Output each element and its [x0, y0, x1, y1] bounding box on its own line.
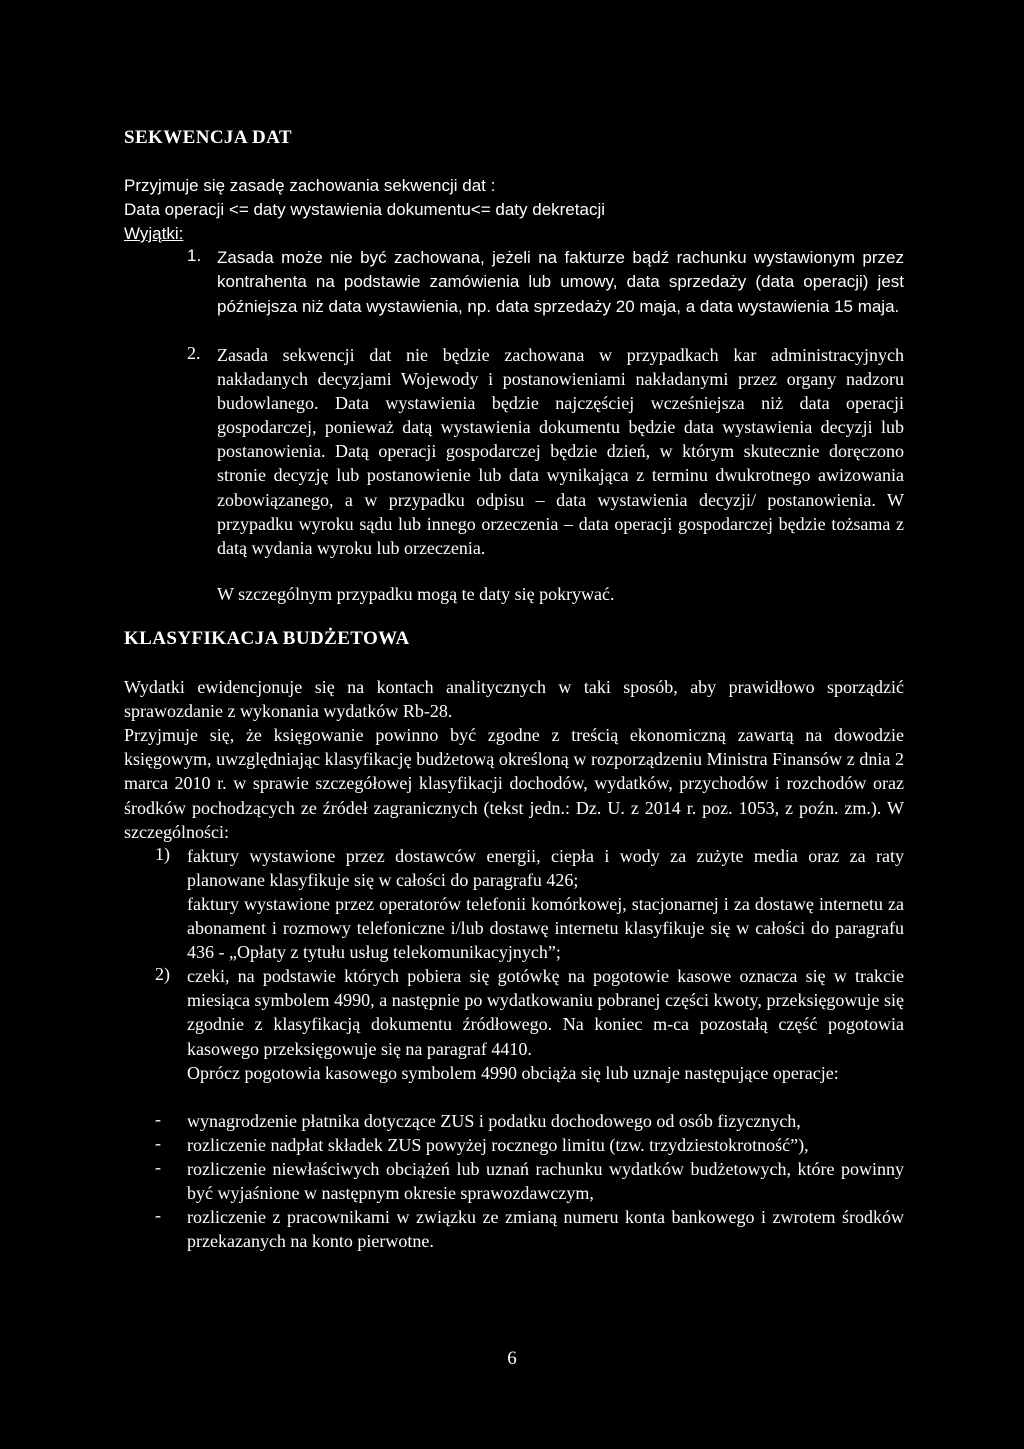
intro-line-2: Data operacji <= daty wystawienia dokumentu<= daty dekretacji: [124, 200, 605, 219]
list-text-1b: faktury wystawione przez operatorów telefonii komórkowej, stacjonarnej i za dostawę internetu za abonament i rozmowy telefoniczne i/lub dostawę internetu klasyfikuje się w całości do paragrafu 436 - „Opłaty z tytułu usług telekomunikacyjnych”;: [187, 894, 904, 963]
exception-marker-2: 2.: [187, 343, 201, 363]
section-heading-sekwencja: SEKWENCJA DAT: [124, 127, 292, 148]
section-heading-klasyfikacja: KLASYFIKACJA BUDŻETOWA: [124, 628, 410, 649]
exceptions-label: Wyjątki:: [124, 224, 184, 243]
bullet-marker: -: [155, 1109, 161, 1129]
exception-text-2: Zasada sekwencji dat nie będzie zachowana w przypadkach kar administracyjnych nakładanych decyzjami Wojewody i postanowieniami nakładanymi przez organy nadzoru budowlanego. Data wystawienia będzie najczęściej wcześniejsza niż data operacji gospodarczej, ponieważ datą wystawienia dokumentu będzie data wystawienia decyzji lub postanowienia. Datą operacji gospodarczej będzie dzień, w którym skutecznie doręczono stronie decyzję lub postanowienie lub data wynikająca z terminu dwukrotnego awizowania zobowiązanego, a w przypadku odpisu – data wystawienia decyzji/ postanowienia. W przypadku wyroku sądu lub innego orzeczenia – data operacji gospodarczej będzie tożsama z datą wydania wyroku lub orzeczenia.: [217, 345, 904, 558]
bullet-marker: -: [155, 1133, 161, 1153]
exception-marker-1: 1.: [187, 246, 202, 265]
bullet-marker: -: [155, 1157, 161, 1177]
bullet-text: rozliczenie nadpłat składek ZUS powyżej rocznego limitu (tzw. trzydziestokrotność”),: [187, 1135, 809, 1155]
exception-note: W szczególnym przypadku mogą te daty się pokrywać.: [217, 584, 615, 604]
bullet-marker: -: [155, 1205, 161, 1225]
list-text-1: faktury wystawione przez dostawców energii, ciepła i wody za zużyte media oraz za raty planowane klasyfikuje się w całości do paragrafu 426;: [187, 846, 904, 891]
list-text-2b: Oprócz pogotowia kasowego symbolem 4990 obciąża się lub uznaje następujące operacje:: [187, 1063, 839, 1083]
list-marker-1: 1): [155, 844, 170, 864]
list-text-2: czeki, na podstawie których pobiera się gotówkę na pogotowie kasowe oznacza się w trakcie miesiąca symbolem 4990, a następnie po wydatkowaniu pobranej części kwoty, przeksięgowuje się zgodnie z klasyfikacją dokumentu źródłowego. Na koniec m-ca pozostałą część pogotowia kasowego przeksięgowuje się na paragraf 4410.: [187, 966, 904, 1059]
exception-text-1: Zasada może nie być zachowana, jeżeli na fakturze bądź rachunku wystawionym przez kontrahenta na podstawie zamówienia lub umowy, data sprzedaży (data operacji) jest późniejsza niż data wystawienia, np. data sprzedaży 20 maja, a data wystawienia 15 maja.: [217, 248, 904, 316]
bullet-text: rozliczenie niewłaściwych obciążeń lub uznań rachunku wydatków budżetowych, które powinny być wyjaśnione w następnym okresie sprawozdawczym,: [187, 1159, 904, 1204]
intro-line-1: Przyjmuje się zasadę zachowania sekwencji dat :: [124, 176, 496, 195]
bullet-text: rozliczenie z pracownikami w związku ze zmianą numeru konta bankowego i zwrotem środków przekazanych na konto pierwotne.: [187, 1207, 904, 1252]
list-marker-2: 2): [155, 964, 170, 984]
page-number: 6: [507, 1348, 517, 1369]
paragraph-1: Wydatki ewidencjonuje się na kontach analitycznych w taki sposób, aby prawidłowo sporządzić sprawozdanie z wykonania wydatków Rb-28.: [124, 677, 904, 722]
paragraph-2: Przyjmuje się, że księgowanie powinno być zgodne z treścią ekonomiczną zawartą na dowodzie księgowym, uwzględniając klasyfikację budżetową określoną w rozporządzeniu Ministra Finansów z dnia 2 marca 2010 r. w sprawie szczegółowej klasyfikacji dochodów, wydatków, przychodów i rozchodów oraz środków pochodzących ze źródeł zagranicznych (tekst jedn.: Dz. U. z 2014 r. poz. 1053, z poźn. zm.). W szczególności:: [124, 725, 904, 842]
bullet-text: wynagrodzenie płatnika dotyczące ZUS i podatku dochodowego od osób fizycznych,: [187, 1111, 801, 1131]
